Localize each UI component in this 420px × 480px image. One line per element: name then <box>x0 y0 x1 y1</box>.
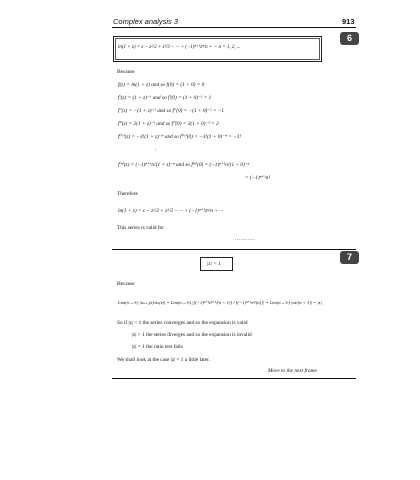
derivation-line-3: f″(z) = −(1 + z)⁻² and so f″(0) = −(1 + 0)⁻² = −1 <box>118 108 225 114</box>
derivation-line-n: f⁽ⁿ⁾(z) = (−1)ⁿ⁺¹n!(1 + z)⁻ⁿ and so f⁽ⁿ⁾(0) = (−1)ⁿ⁺¹n!(1 + 0)⁻ⁿ <box>118 162 250 168</box>
frame-divider <box>112 249 356 250</box>
conclusion-diverges: |z| > 1 the series diverges and so the expansion is invalid <box>132 332 252 338</box>
page-number: 913 <box>342 17 355 26</box>
derivation-line-5: f⁽ⁱᵛ⁾(z) = −3!(1 + z)⁻⁴ and so f⁽ⁱᵛ⁾(0) = −3!(1 + 0)⁻⁴ = −3! <box>118 134 242 140</box>
derivation-line-2: f′(z) = (1 + z)⁻¹ and so f′(0) = (1 + 0)⁻¹ = 1 <box>118 95 212 101</box>
conclusion-converges: So if |z| < 1 the series converges and so the expansion is valid <box>117 320 248 326</box>
bottom-rule <box>112 378 356 379</box>
validity-prompt: This series is valid for <box>117 225 165 231</box>
derivation-line-n-result: = (−1)ⁿ⁺¹n! <box>245 175 271 181</box>
derivation-line-1: f(z) = ln(1 + z) and so f(0) = (1 + 0) = 0 <box>118 82 205 88</box>
formula-box <box>113 36 322 62</box>
because-label: Because <box>117 69 135 75</box>
running-header-title: Complex analysis 3 <box>113 17 179 26</box>
derivation-line-4: f‴(z) = 2(1 + z)⁻³ and so f‴(0) = 2(1 + 0)⁻³ = 2 <box>118 121 219 127</box>
because-label-2: Because <box>117 281 135 287</box>
next-frame-instruction: Move to the next frame <box>268 368 317 374</box>
derivation-ellipsis: : <box>155 147 157 153</box>
ratio-test-limit: Lim(n→∞) |aₙ₊₁(z)/aₙ(z)| = Lim(n→∞) |[(−1)ⁿ⁺²zⁿ⁺¹/(n + 1)] / [(−1)ⁿ⁺¹zⁿ/(n)]| = Lim(n→∞) |nz/(n + 1)| = |z| <box>118 300 322 305</box>
header-rule <box>112 27 356 28</box>
answer-box <box>200 257 233 271</box>
answer-text: |z| < 1 <box>207 261 221 267</box>
later-note: We shall look at the case |z| = 1 a little later. <box>117 357 210 363</box>
conclusion-fails: |z| = 1 the ratio test fails <box>132 344 183 350</box>
series-result: ln(1 + z) = z − z²/2 + z³/3 − ··· + (−1)ⁿ⁺¹zⁿ/n + ··· <box>118 208 224 214</box>
boxed-formula: ln(1 + z) = z − z²/2 + z³/3 − ··· + (−1)ⁿ⁺¹zⁿ/n + ··· n = 1, 2, ... <box>118 45 241 50</box>
answer-blank: ........... <box>235 236 256 242</box>
frame-7-badge: 7 <box>340 251 359 264</box>
frame-6-badge: 6 <box>340 32 359 45</box>
therefore-label: Therefore <box>117 191 138 197</box>
